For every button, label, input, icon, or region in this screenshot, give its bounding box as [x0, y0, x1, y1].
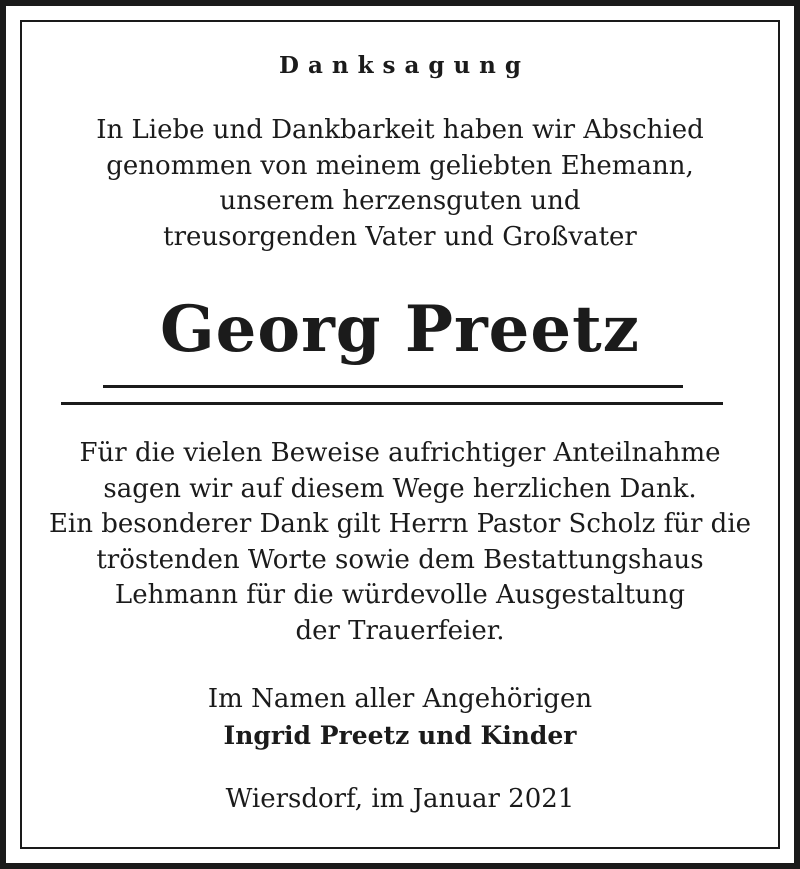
intro-paragraph [0, 113, 800, 255]
thanks-line: sagen wir auf diesem Wege herzlichen Dank. [103, 473, 697, 504]
thanks-line: der Trauerfeier. [295, 615, 505, 646]
thanks-line: Lehmann für die würdevolle Ausgestaltung [114, 580, 686, 610]
divider-long [61, 402, 723, 405]
signoff-family: Ingrid Preetz und Kinder [223, 720, 577, 750]
intro-line: genommen von meinem geliebten Ehemann, [106, 150, 694, 181]
thanks-line: tröstenden Worte sowie dem Bestattungshaus [96, 544, 704, 575]
intro-line: treusorgenden Vater und Großvater [163, 221, 637, 252]
thanks-line: Ein besonderer Dank gilt Herrn Pastor Scholz für die [48, 509, 752, 539]
notice-heading: Danksagung [279, 52, 530, 79]
deceased-name: Georg Preetz [160, 292, 640, 367]
divider-short [103, 385, 683, 388]
signoff [0, 682, 800, 753]
thanks-line: Für die vielen Beweise aufrichtiger Anteilnahme [79, 438, 721, 468]
intro-line: unserem herzensguten und [219, 186, 581, 216]
signoff-prefix: Im Namen aller Angehörigen [207, 684, 593, 714]
intro-line: In Liebe und Dankbarkeit haben wir Abschied [96, 115, 704, 145]
place-date-text: Wiersdorf, im Januar 2021 [225, 784, 575, 814]
place-date [0, 782, 800, 818]
thanks-paragraph [0, 436, 800, 649]
